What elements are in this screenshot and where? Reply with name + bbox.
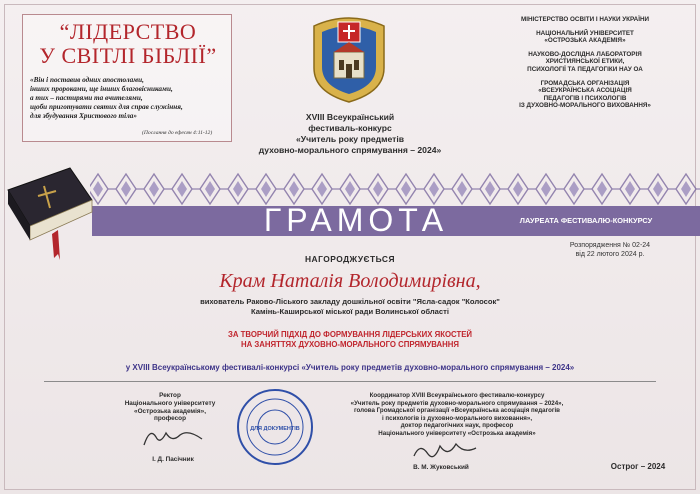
reason-line: ЗА ТВОРЧИЙ ПІДХІД ДО ФОРМУВАННЯ ЛІДЕРСЬКИХ ЯКОСТЕЙ — [227, 330, 473, 339]
coordinator-signature — [410, 438, 480, 464]
org-line: ПСИХОЛОГІЇ ТА ПЕДАГОГІКИ НАУ ОА — [527, 65, 643, 73]
org-line: МІНІСТЕРСТВО ОСВІТИ І НАУКИ УКРАЇНИ — [520, 16, 650, 23]
org-3 — [490, 51, 680, 74]
certificate-title: ГРАМОТА — [263, 202, 449, 238]
org-line: НАУКОВО-ДОСЛІДНА ЛАБОРАТОРІЯ — [528, 50, 642, 58]
org-line: «ОСТРОЗЬКА АКАДЕМІЯ» — [544, 37, 626, 45]
order-number: Розпорядження № 02-24 — [569, 242, 651, 249]
organizations-list — [490, 16, 680, 116]
bible-book-icon — [0, 160, 96, 268]
quote-line: щоби приготувати святих для справ служіння, — [30, 103, 183, 111]
org-line: «ВСЕУКРАЇНСЬКА АСОЦІАЦІЯ — [538, 87, 632, 95]
org-1 — [490, 16, 680, 24]
recipient-position — [120, 297, 580, 316]
recipient-name: Крам Наталія Володимирівна, — [219, 270, 481, 292]
coordinator-line: Координатор XVIII Всеукраїнського фестивалю-конкурсу — [369, 392, 545, 399]
order-date: від 22 лютого 2024 р. — [575, 251, 645, 258]
festival-line: «Учитель року предметів — [295, 134, 405, 144]
rector-name: І. Д. Пасічник — [152, 456, 194, 463]
motto-title-line-1: “ЛІДЕРСТВО — [59, 19, 197, 44]
coordinator-name: В. М. Жуковський — [413, 464, 469, 471]
quote-line: інших пророками, ще інших благовісниками, — [30, 85, 173, 93]
certificate-subtitle: ЛАУРЕАТА ФЕСТИВАЛЮ-КОНКУРСУ — [519, 216, 653, 225]
quote-line: «Він і поставив одних апостолами, — [30, 76, 144, 84]
rector-line: Ректор — [159, 392, 181, 399]
quote-line: а тих – пастирями та вчителями, — [30, 94, 143, 102]
motto-title-line-2: У СВІТЛІ БІБЛІЇ” — [39, 43, 217, 68]
position-line: Камінь-Каширської міської ради Волинської області — [251, 306, 449, 316]
rector-line: Національного університету — [124, 399, 216, 407]
coordinator-line: Національного університету «Острозька академія» — [378, 429, 536, 437]
festival-line: духовно-морального спрямування – 2024» — [258, 145, 442, 155]
city-year: Острог – 2024 — [610, 462, 666, 471]
awarded-label: НАГОРОДЖУЄТЬСЯ — [304, 254, 396, 264]
org-line: ГРОМАДСЬКА ОРГАНІЗАЦІЯ — [540, 79, 630, 87]
divider — [44, 381, 656, 382]
festival-line: фестиваль-конкурс — [308, 123, 392, 133]
coat-of-arms-icon — [304, 12, 394, 104]
motto-quote — [30, 76, 235, 121]
rector-signature — [138, 425, 208, 451]
festival-line-bottom: у XVIII Всеукраїнському фестивалі-конкурсі «Учитель року предметів духовно-морального спрямування – 2024» — [125, 363, 575, 372]
order-reference — [540, 241, 680, 259]
quote-line: для збудування Христового тіла» — [30, 112, 137, 120]
motto-title — [38, 20, 218, 68]
coordinator-line: і психологів із духовно-морального виховання», — [381, 414, 533, 422]
coordinator-line: доктор педагогічних наук, професор — [400, 422, 514, 430]
stamp-center-text: ДЛЯ ДОКУМЕНТІВ — [250, 426, 300, 432]
award-reason — [150, 330, 550, 350]
org-line: ПЕДАГОГІВ І ПСИХОЛОГІВ — [543, 94, 627, 102]
org-4 — [490, 80, 680, 110]
coordinator-title — [322, 392, 592, 438]
rector-line: професор — [153, 415, 186, 423]
rector-line: «Острозька академія», — [134, 407, 206, 415]
org-line: НАЦІОНАЛЬНИЙ УНІВЕРСИТЕТ — [536, 29, 634, 37]
org-2 — [490, 30, 680, 45]
position-line: вихователь Раково-Ліського закладу дошкільної освіти "Ясла-садок "Колосок" — [200, 297, 500, 306]
official-stamp — [236, 388, 314, 466]
rector-title — [110, 392, 230, 423]
festival-line: XVIII Всеукраїнський — [305, 112, 395, 122]
coordinator-line: голова Громадської організації «Всеукраїнська асоціація педагогів — [354, 407, 560, 415]
org-line: ІЗ ДУХОВНО-МОРАЛЬНОГО ВИХОВАННЯ» — [519, 102, 651, 110]
reason-line: НА ЗАНЯТТЯХ ДУХОВНО-МОРАЛЬНОГО СПРЯМУВАННЯ — [240, 340, 460, 349]
festival-title — [220, 112, 480, 156]
quote-source: (Послання до ефесян 4:11-12) — [142, 130, 213, 136]
coordinator-line: «Учитель року предметів духовно-морального спрямування – 2024», — [350, 399, 564, 407]
org-line: ХРИСТИЯНСЬКОЇ ЕТИКИ, — [545, 58, 625, 66]
